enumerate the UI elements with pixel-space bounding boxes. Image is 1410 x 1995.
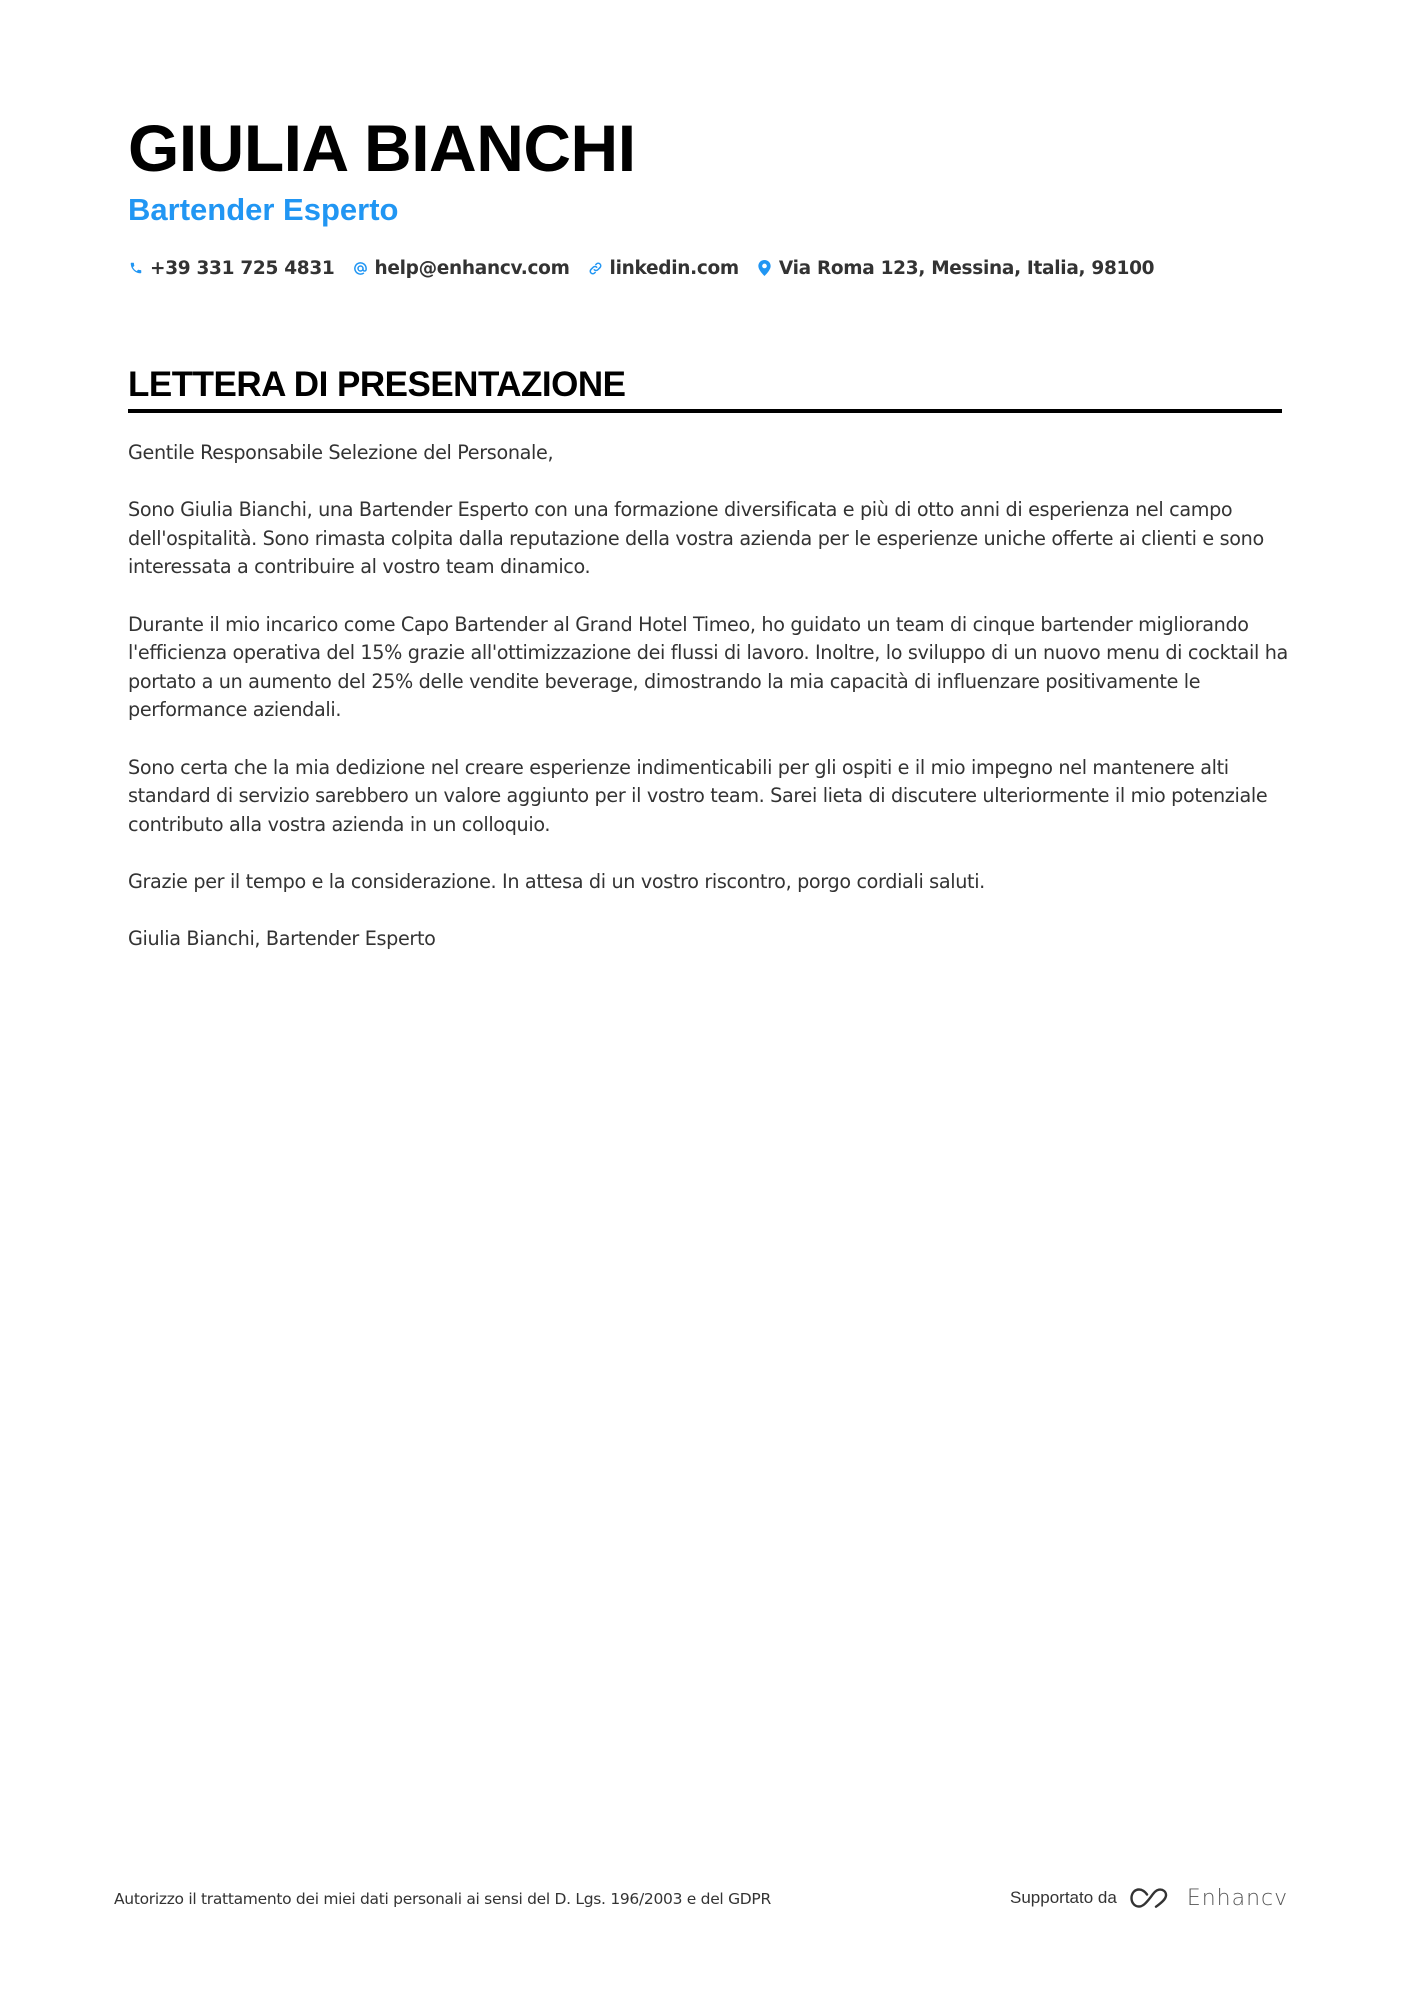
letter-paragraph: Sono certa che la mia dedizione nel creare esperienze indimenticabili per gli ospiti e il mio impegno nel mantenere alti standard di servizio sarebbero un valore aggiunto per il vostro team. Sarei lieta di discutere ulteriormente il mio potenziale contributo alla vostra azienda in un colloquio. — [128, 755, 1268, 836]
contact-linkedin[interactable] — [588, 258, 739, 279]
phone-icon — [128, 259, 144, 277]
section-title: LETTERA DI PRESENTAZIONE — [128, 365, 626, 404]
phone-text: +39 331 725 4831 — [150, 257, 335, 279]
letter-greeting: Gentile Responsabile Selezione del Personale, — [128, 441, 554, 464]
infinity-heart-icon — [1129, 1886, 1175, 1910]
contact-email[interactable] — [353, 258, 570, 279]
contact-bar — [128, 254, 1154, 282]
powered-by-label: Supportato da — [1010, 1888, 1117, 1907]
address-text: Via Roma 123, Messina, Italia, 98100 — [778, 257, 1155, 279]
letter-paragraph: Grazie per il tempo e la considerazione. In attesa di un vostro riscontro, porgo cordiali saluti. — [128, 869, 985, 893]
contact-address — [757, 258, 1154, 279]
linkedin-text: linkedin.com — [609, 257, 739, 279]
candidate-role: Bartender Esperto — [128, 192, 399, 227]
powered-by[interactable] — [1010, 1882, 1288, 1914]
enhancv-logo[interactable] — [1129, 1886, 1288, 1911]
section-divider — [128, 409, 1282, 413]
location-pin-icon — [757, 259, 773, 277]
contact-phone[interactable] — [128, 258, 335, 279]
email-text: help@enhancv.com — [374, 257, 570, 279]
at-icon — [353, 259, 369, 277]
letter-paragraph: Durante il mio incarico come Capo Bartender al Grand Hotel Timeo, ho guidato un team di cinque bartender migliorando l'efficienza operativa del 15% grazie all'ottimizzazione dei flussi di lavoro. Inoltre, lo sviluppo di un nuovo menu di cocktail ha portato a un aumento del 25% delle vendite beverage, dimostrando la mia capacità di influenzare positivamente le performance aziendali. — [128, 612, 1288, 722]
brand-name: Enhancv — [1186, 1885, 1289, 1911]
letter-body — [128, 439, 1288, 982]
letter-signature: Giulia Bianchi, Bartender Esperto — [128, 927, 436, 951]
privacy-consent-note: Autorizzo il trattamento dei miei dati personali ai sensi del D. Lgs. 196/2003 e del GDPR — [114, 1890, 771, 1908]
link-icon — [588, 259, 604, 277]
letter-paragraph: Sono Giulia Bianchi, una Bartender Esperto con una formazione diversificata e più di otto anni di esperienza nel campo dell'ospitalità. Sono rimasta colpita dalla reputazione della vostra azienda per le esperienze uniche offerte ai clienti e sono interessata a contribuire al vostro team dinamico. — [128, 498, 1264, 579]
candidate-name: GIULIA BIANCHI — [128, 111, 636, 185]
